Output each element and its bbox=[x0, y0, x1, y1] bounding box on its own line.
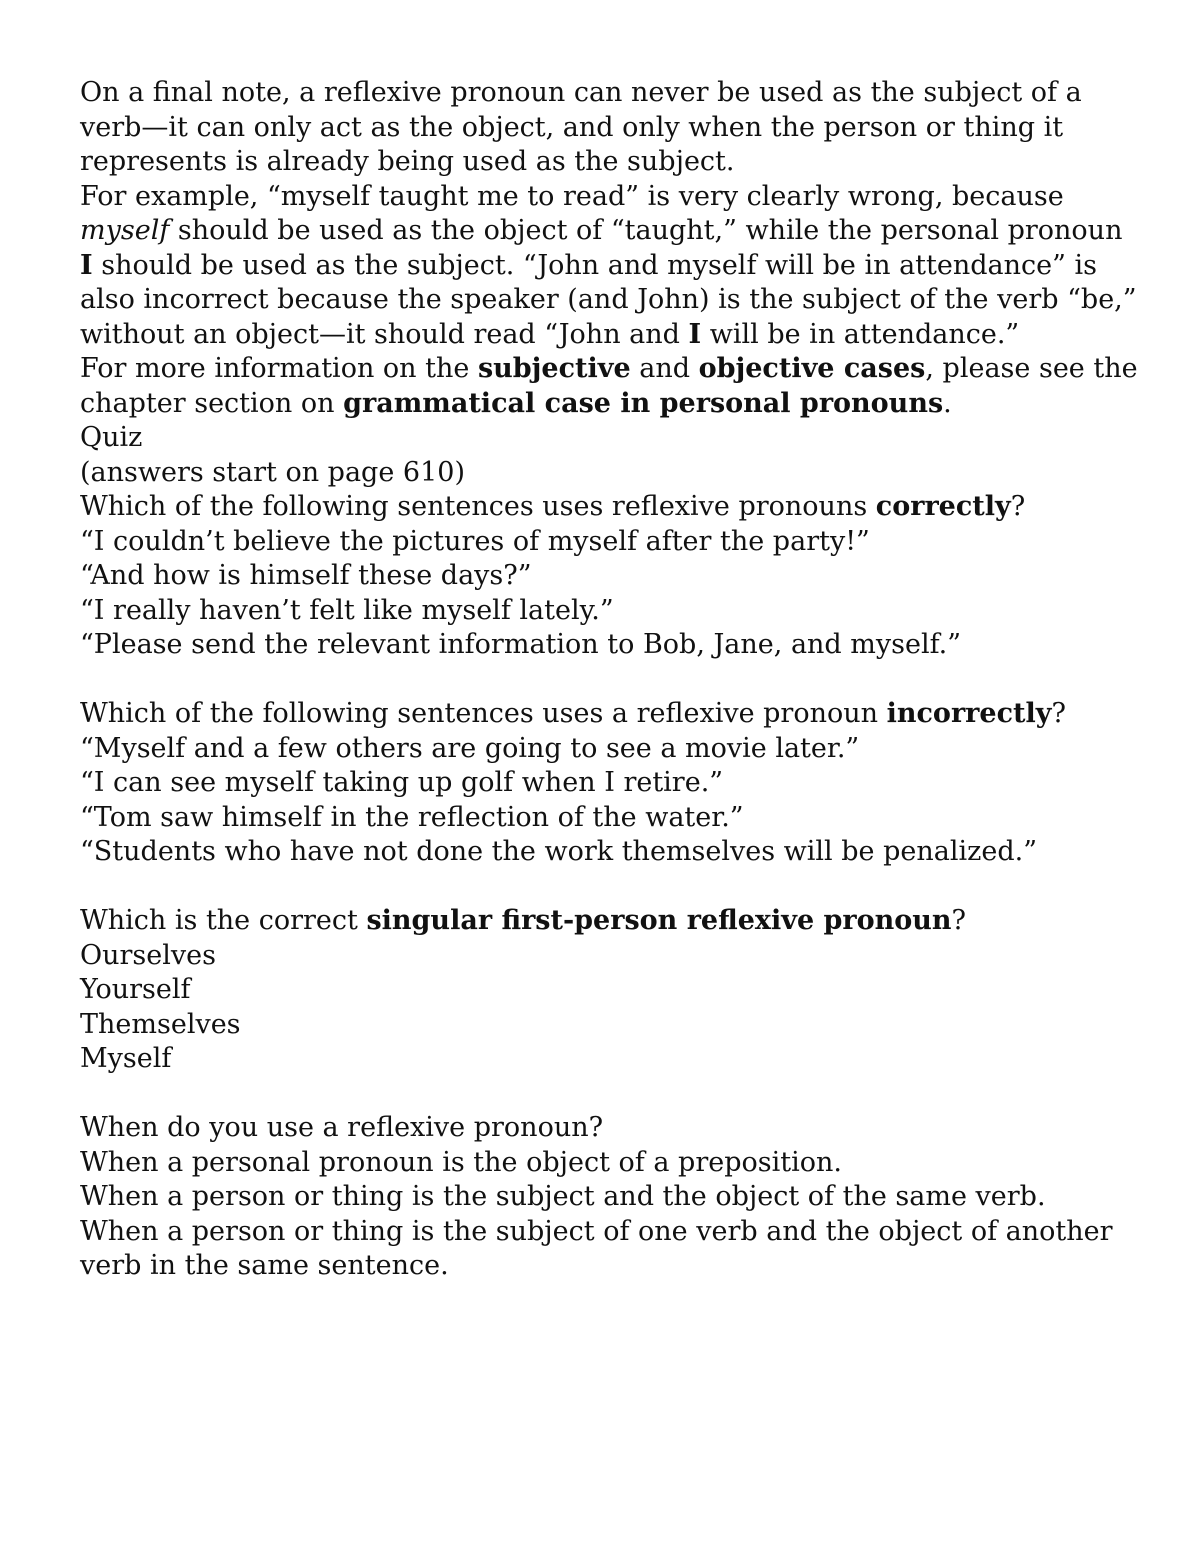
text-run: For more information on the bbox=[80, 353, 478, 384]
intro-paragraph-1: On a final note, a reflexive pronoun can never be used as the subject of a verb—it can only act as the object, and only when the person or thing it represents is already being used as the subject. bbox=[80, 77, 1082, 177]
text-run: should be used as the subject. “John and myself will be in attendance” is also incorrect because the speaker (and John) is the subject of the verb “be,” without an object—it should read “John and bbox=[80, 249, 1137, 350]
question-1 bbox=[80, 490, 1140, 525]
question-3-option: Ourselves bbox=[80, 939, 216, 971]
bold-term-I: I bbox=[688, 318, 702, 350]
intro-paragraph-2 bbox=[80, 180, 1140, 353]
question-3-option: Myself bbox=[80, 1043, 172, 1074]
question-3 bbox=[80, 904, 1140, 939]
text-run: will be in attendance.” bbox=[701, 318, 1020, 350]
text-run: For example, “myself taught me to read” is very clearly wrong, because bbox=[80, 180, 1064, 212]
text-run: should be used as the object of “taught,” while the personal pronoun bbox=[169, 215, 1123, 246]
question-3-option: Themselves bbox=[80, 1008, 241, 1040]
text-run: , please see the chapter section on bbox=[80, 353, 1138, 419]
text-run: ? bbox=[951, 905, 967, 936]
bold-term-correctly: correctly bbox=[875, 491, 1011, 522]
question-1-option: “I couldn’t believe the pictures of myself after the party!” bbox=[80, 525, 870, 557]
text-run: ? bbox=[1010, 491, 1026, 522]
question-4-option: When a personal pronoun is the object of a preposition. bbox=[80, 1146, 842, 1178]
question-1-option: “I really haven’t felt like myself lately.” bbox=[80, 594, 614, 626]
text-run: Which of the following sentences uses reflexive pronouns bbox=[80, 491, 876, 522]
question-2-option: “I can see myself taking up golf when I retire.” bbox=[80, 767, 724, 798]
question-1-option: “Please send the relevant information to Bob, Jane, and myself.” bbox=[80, 629, 962, 660]
bold-term-grammatical-case: grammatical case in personal pronouns bbox=[343, 387, 944, 419]
question-2 bbox=[80, 697, 1140, 732]
bold-term-subjective: subjective bbox=[477, 353, 631, 384]
text-run: Which is the correct bbox=[80, 905, 367, 936]
document-page bbox=[80, 76, 1140, 1284]
quiz-title: Quiz bbox=[80, 422, 143, 453]
quiz-answers-note: (answers start on page 610) bbox=[80, 456, 465, 488]
blank-line bbox=[80, 663, 1140, 698]
question-2-option: “Tom saw himself in the reflection of the water.” bbox=[80, 801, 744, 833]
question-2-option: “Students who have not done the work themselves will be penalized.” bbox=[80, 836, 1037, 867]
text-run: ? bbox=[1051, 698, 1066, 729]
bold-term-singular-first-person: singular first-person reflexive pronoun bbox=[366, 905, 952, 936]
blank-line bbox=[80, 1077, 1140, 1112]
bold-term-I: I bbox=[80, 249, 93, 281]
bold-term-objective-cases: objective cases bbox=[698, 353, 926, 384]
text-run: Which of the following sentences uses a reflexive pronoun bbox=[80, 698, 887, 729]
italic-term-myself: myself bbox=[80, 215, 170, 246]
text-run: and bbox=[630, 353, 699, 384]
question-4: When do you use a reflexive pronoun? bbox=[80, 1112, 604, 1143]
question-1-option: “And how is himself these days?” bbox=[80, 560, 532, 591]
question-4-option: When a person or thing is the subject and the object of the same verb. bbox=[80, 1181, 1046, 1212]
question-2-option: “Myself and a few others are going to see a movie later.” bbox=[80, 732, 860, 764]
blank-line bbox=[80, 870, 1140, 905]
question-4-option: When a person or thing is the subject of one verb and the object of another verb in the same sentence. bbox=[80, 1215, 1113, 1281]
question-3-option: Yourself bbox=[80, 974, 191, 1005]
text-run: . bbox=[943, 387, 952, 419]
intro-paragraph-3 bbox=[80, 352, 1140, 421]
bold-term-incorrectly: incorrectly bbox=[886, 698, 1052, 729]
